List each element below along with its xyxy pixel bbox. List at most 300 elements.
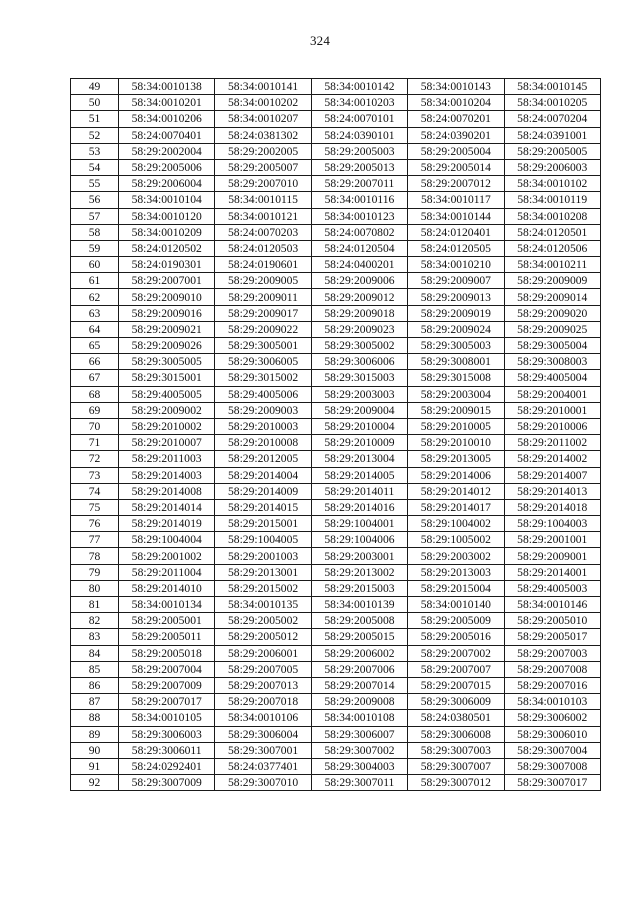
- cadastral-number-cell: 58:29:2009023: [311, 321, 407, 337]
- cadastral-number-cell: 58:34:0010139: [311, 597, 407, 613]
- table-row: [71, 435, 601, 451]
- table-row: [71, 758, 601, 774]
- cadastral-number-cell: 58:29:2007005: [215, 661, 311, 677]
- cadastral-number-cell: 58:29:2007009: [119, 677, 215, 693]
- cadastral-number-cell: 58:29:3004003: [311, 758, 407, 774]
- cadastral-number-cell: 58:29:1004001: [311, 516, 407, 532]
- cadastral-number-cell: 58:34:0010116: [311, 192, 407, 208]
- table-row: [71, 257, 601, 273]
- cadastral-number-cell: 58:29:2014005: [311, 467, 407, 483]
- table-row: [71, 499, 601, 515]
- cadastral-number-cell: 58:29:1004004: [119, 532, 215, 548]
- table-row: [71, 321, 601, 337]
- cadastral-number-cell: 58:29:2001002: [119, 548, 215, 564]
- cadastral-number-cell: 58:29:3007003: [408, 742, 504, 758]
- cadastral-number-cell: 58:29:2007011: [311, 176, 407, 192]
- cadastral-number-cell: 58:24:0120401: [408, 224, 504, 240]
- cadastral-number-cell: 58:34:0010201: [119, 95, 215, 111]
- cadastral-number-cell: 58:24:0120502: [119, 240, 215, 256]
- cadastral-number-cell: 58:29:2006001: [215, 645, 311, 661]
- cadastral-number-cell: 58:29:3006006: [311, 354, 407, 370]
- cadastral-number-cell: 58:34:0010145: [504, 79, 600, 95]
- cadastral-number-cell: 58:29:2013005: [408, 451, 504, 467]
- cadastral-number-cell: 58:29:2009009: [504, 273, 600, 289]
- cadastral-number-cell: 58:29:2009011: [215, 289, 311, 305]
- cadastral-number-cell: 58:29:2014006: [408, 467, 504, 483]
- table-row: [71, 677, 601, 693]
- cadastral-number-cell: 58:24:0120505: [408, 240, 504, 256]
- cadastral-number-cell: 58:29:2013003: [408, 564, 504, 580]
- table-row: [71, 79, 601, 95]
- cadastral-number-cell: 58:34:0010210: [408, 257, 504, 273]
- cadastral-number-cell: 58:29:2003003: [311, 386, 407, 402]
- cadastral-number-cell: 58:29:3007011: [311, 775, 407, 791]
- row-number-cell: 79: [71, 564, 119, 580]
- cadastral-number-cell: 58:29:2005014: [408, 159, 504, 175]
- cadastral-number-cell: 58:29:3015003: [311, 370, 407, 386]
- cadastral-number-cell: 58:34:0010203: [311, 95, 407, 111]
- cadastral-number-cell: 58:29:3007010: [215, 775, 311, 791]
- cadastral-number-cell: 58:29:2015002: [215, 580, 311, 596]
- row-number-cell: 74: [71, 483, 119, 499]
- cadastral-number-cell: 58:29:3007001: [215, 742, 311, 758]
- cadastral-number-cell: 58:29:2014017: [408, 499, 504, 515]
- row-number-cell: 67: [71, 370, 119, 386]
- cadastral-number-cell: 58:34:0010119: [504, 192, 600, 208]
- cadastral-number-cell: 58:29:2009021: [119, 321, 215, 337]
- row-number-cell: 86: [71, 677, 119, 693]
- cadastral-number-cell: 58:29:2014007: [504, 467, 600, 483]
- cadastral-number-cell: 58:29:2010004: [311, 418, 407, 434]
- cadastral-number-cell: 58:29:2005002: [215, 613, 311, 629]
- cadastral-number-cell: 58:24:0377401: [215, 758, 311, 774]
- cadastral-number-cell: 58:29:2013002: [311, 564, 407, 580]
- cadastral-number-cell: 58:29:2009012: [311, 289, 407, 305]
- cadastral-number-cell: 58:29:2009007: [408, 273, 504, 289]
- cadastral-number-cell: 58:29:3015002: [215, 370, 311, 386]
- cadastral-number-cell: 58:29:3007002: [311, 742, 407, 758]
- row-number-cell: 82: [71, 613, 119, 629]
- cadastral-number-cell: 58:29:2014019: [119, 516, 215, 532]
- table-row: [71, 629, 601, 645]
- row-number-cell: 66: [71, 354, 119, 370]
- table-row: [71, 95, 601, 111]
- table-row: [71, 176, 601, 192]
- cadastral-number-cell: 58:24:0391001: [504, 127, 600, 143]
- table-row: [71, 564, 601, 580]
- cadastral-number-cell: 58:29:2009001: [504, 548, 600, 564]
- row-number-cell: 53: [71, 143, 119, 159]
- cadastral-number-cell: 58:29:2015001: [215, 516, 311, 532]
- row-number-cell: 78: [71, 548, 119, 564]
- table-row: [71, 726, 601, 742]
- cadastral-number-cell: 58:24:0070203: [215, 224, 311, 240]
- table-row: [71, 208, 601, 224]
- row-number-cell: 75: [71, 499, 119, 515]
- row-number-cell: 51: [71, 111, 119, 127]
- cadastral-number-cell: 58:29:2010002: [119, 418, 215, 434]
- cadastral-number-cell: 58:29:2002004: [119, 143, 215, 159]
- cadastral-number-cell: 58:29:3005002: [311, 338, 407, 354]
- cadastral-number-cell: 58:29:3015001: [119, 370, 215, 386]
- row-number-cell: 49: [71, 79, 119, 95]
- row-number-cell: 83: [71, 629, 119, 645]
- cadastral-number-cell: 58:29:2007004: [119, 661, 215, 677]
- cadastral-number-cell: 58:24:0292401: [119, 758, 215, 774]
- row-number-cell: 54: [71, 159, 119, 175]
- cadastral-number-cell: 58:24:0190601: [215, 257, 311, 273]
- cadastral-number-cell: 58:34:0010205: [504, 95, 600, 111]
- table-row: [71, 694, 601, 710]
- cadastral-number-cell: 58:34:0010144: [408, 208, 504, 224]
- cadastral-number-cell: 58:29:3008001: [408, 354, 504, 370]
- cadastral-number-cell: 58:29:2014001: [504, 564, 600, 580]
- row-number-cell: 69: [71, 402, 119, 418]
- cadastral-number-cell: 58:24:0120504: [311, 240, 407, 256]
- table-row: [71, 661, 601, 677]
- cadastral-number-cell: 58:29:2005012: [215, 629, 311, 645]
- cadastral-number-cell: 58:29:2014012: [408, 483, 504, 499]
- table-row: [71, 386, 601, 402]
- cadastral-number-cell: 58:29:3006009: [408, 694, 504, 710]
- cadastral-number-cell: 58:29:3006008: [408, 726, 504, 742]
- row-number-cell: 62: [71, 289, 119, 305]
- cadastral-number-cell: 58:24:0070101: [311, 111, 407, 127]
- cadastral-number-cell: 58:29:3015008: [408, 370, 504, 386]
- cadastral-number-cell: 58:34:0010123: [311, 208, 407, 224]
- row-number-cell: 68: [71, 386, 119, 402]
- cadastral-number-cell: 58:29:2014015: [215, 499, 311, 515]
- cadastral-number-cell: 58:34:0010141: [215, 79, 311, 95]
- table-row: [71, 143, 601, 159]
- cadastral-number-cell: 58:29:2011002: [504, 435, 600, 451]
- cadastral-number-cell: 58:29:3008003: [504, 354, 600, 370]
- cadastral-number-cell: 58:29:2014008: [119, 483, 215, 499]
- cadastral-number-cell: 58:34:0010106: [215, 710, 311, 726]
- cadastral-number-cell: 58:29:2009018: [311, 305, 407, 321]
- cadastral-number-cell: 58:29:3007008: [504, 758, 600, 774]
- cadastral-number-cell: 58:29:2010009: [311, 435, 407, 451]
- cadastral-number-cell: 58:34:0010146: [504, 597, 600, 613]
- page-number: 324: [309, 33, 331, 48]
- cadastral-number-cell: 58:29:4005006: [215, 386, 311, 402]
- cadastral-number-cell: 58:24:0380501: [408, 710, 504, 726]
- row-number-cell: 50: [71, 95, 119, 111]
- table-row: [71, 111, 601, 127]
- cadastral-number-cell: 58:29:1004006: [311, 532, 407, 548]
- cadastral-number-cell: 58:34:0010121: [215, 208, 311, 224]
- table-row: [71, 224, 601, 240]
- cadastral-number-cell: 58:29:3006003: [119, 726, 215, 742]
- cadastral-number-cell: 58:29:2013001: [215, 564, 311, 580]
- cadastral-number-cell: 58:34:0010108: [311, 710, 407, 726]
- cadastral-number-cell: 58:29:2010006: [504, 418, 600, 434]
- cadastral-number-cell: 58:34:0010143: [408, 79, 504, 95]
- cadastral-number-cell: 58:24:0070802: [311, 224, 407, 240]
- cadastral-number-cell: 58:34:0010206: [119, 111, 215, 127]
- cadastral-number-cell: 58:29:1004003: [504, 516, 600, 532]
- cadastral-number-cell: 58:29:2009026: [119, 338, 215, 354]
- table-row: [71, 240, 601, 256]
- row-number-cell: 84: [71, 645, 119, 661]
- cadastral-number-cell: 58:29:2005018: [119, 645, 215, 661]
- cadastral-number-cell: 58:34:0010104: [119, 192, 215, 208]
- cadastral-number-cell: 58:29:2007013: [215, 677, 311, 693]
- row-number-cell: 64: [71, 321, 119, 337]
- cadastral-number-cell: 58:29:2006003: [504, 159, 600, 175]
- table-row: [71, 451, 601, 467]
- cadastral-number-cell: 58:29:2005013: [311, 159, 407, 175]
- cadastral-number-cell: 58:29:2007014: [311, 677, 407, 693]
- cadastral-number-cell: 58:29:3005004: [504, 338, 600, 354]
- cadastral-number-cell: 58:29:2014003: [119, 467, 215, 483]
- cadastral-number-cell: 58:34:0010207: [215, 111, 311, 127]
- table-row: [71, 402, 601, 418]
- cadastral-number-cell: 58:34:0010140: [408, 597, 504, 613]
- row-number-cell: 70: [71, 418, 119, 434]
- table-row: [71, 516, 601, 532]
- row-number-cell: 72: [71, 451, 119, 467]
- cadastral-number-cell: 58:34:0010211: [504, 257, 600, 273]
- table-row: [71, 645, 601, 661]
- table-row: [71, 467, 601, 483]
- cadastral-number-cell: 58:34:0010138: [119, 79, 215, 95]
- cadastral-number-cell: 58:29:2009004: [311, 402, 407, 418]
- table-body: [71, 79, 601, 791]
- cadastral-number-cell: 58:29:2005015: [311, 629, 407, 645]
- cadastral-number-cell: 58:34:0010105: [119, 710, 215, 726]
- cadastral-number-cell: 58:29:2007007: [408, 661, 504, 677]
- table-row: [71, 289, 601, 305]
- cadastral-number-cell: 58:29:2009019: [408, 305, 504, 321]
- cadastral-number-cell: 58:29:2001001: [504, 532, 600, 548]
- cadastral-number-cell: 58:29:2013004: [311, 451, 407, 467]
- cadastral-number-cell: 58:29:1004002: [408, 516, 504, 532]
- cadastral-number-cell: 58:29:2009024: [408, 321, 504, 337]
- cadastral-number-cell: 58:29:2009015: [408, 402, 504, 418]
- cadastral-number-cell: 58:34:0010120: [119, 208, 215, 224]
- cadastral-number-cell: 58:29:2010010: [408, 435, 504, 451]
- cadastral-number-cell: 58:34:0010115: [215, 192, 311, 208]
- cadastral-number-cell: 58:29:2011004: [119, 564, 215, 580]
- row-number-cell: 61: [71, 273, 119, 289]
- table-row: [71, 370, 601, 386]
- cadastral-number-cell: 58:29:3007009: [119, 775, 215, 791]
- cadastral-number-cell: 58:29:2007010: [215, 176, 311, 192]
- cadastral-number-cell: 58:29:2010007: [119, 435, 215, 451]
- cadastral-number-cell: 58:29:3006004: [215, 726, 311, 742]
- table-row: [71, 613, 601, 629]
- cadastral-number-cell: 58:29:2007006: [311, 661, 407, 677]
- cadastral-number-cell: 58:29:4005003: [504, 580, 600, 596]
- row-number-cell: 65: [71, 338, 119, 354]
- cadastral-number-cell: 58:29:1005002: [408, 532, 504, 548]
- table-row: [71, 127, 601, 143]
- cadastral-number-cell: 58:34:0010103: [504, 694, 600, 710]
- cadastral-number-cell: 58:29:2005001: [119, 613, 215, 629]
- row-number-cell: 90: [71, 742, 119, 758]
- cadastral-number-cell: 58:29:2007002: [408, 645, 504, 661]
- cadastral-number-cell: 58:29:2003004: [408, 386, 504, 402]
- cadastral-number-cell: 58:29:2005008: [311, 613, 407, 629]
- cadastral-number-cell: 58:29:2002005: [215, 143, 311, 159]
- cadastral-number-cell: 58:24:0190301: [119, 257, 215, 273]
- cadastral-number-cell: 58:24:0070201: [408, 111, 504, 127]
- cadastral-number-cell: 58:29:2014014: [119, 499, 215, 515]
- cadastral-number-cell: 58:29:2014011: [311, 483, 407, 499]
- row-number-cell: 87: [71, 694, 119, 710]
- cadastral-number-cell: 58:29:2007016: [504, 677, 600, 693]
- cadastral-number-cell: 58:29:3005005: [119, 354, 215, 370]
- cadastral-number-cell: 58:29:2007008: [504, 661, 600, 677]
- table-row: [71, 483, 601, 499]
- table-row: [71, 418, 601, 434]
- cadastral-number-cell: 58:29:2015004: [408, 580, 504, 596]
- cadastral-number-cell: 58:29:2010003: [215, 418, 311, 434]
- cadastral-number-cell: 58:29:2014004: [215, 467, 311, 483]
- table-row: [71, 597, 601, 613]
- row-number-cell: 59: [71, 240, 119, 256]
- row-number-cell: 60: [71, 257, 119, 273]
- cadastral-number-cell: 58:29:2009014: [504, 289, 600, 305]
- cadastral-number-cell: 58:24:0120501: [504, 224, 600, 240]
- cadastral-number-cell: 58:29:2009017: [215, 305, 311, 321]
- cadastral-number-cell: 58:29:2009020: [504, 305, 600, 321]
- cadastral-number-cell: 58:29:3006010: [504, 726, 600, 742]
- cadastral-number-cell: 58:24:0390101: [311, 127, 407, 143]
- cadastral-number-cell: 58:29:2005011: [119, 629, 215, 645]
- row-number-cell: 73: [71, 467, 119, 483]
- cadastral-number-cell: 58:29:2005010: [504, 613, 600, 629]
- cadastral-number-cell: 58:34:0010202: [215, 95, 311, 111]
- cadastral-number-cell: 58:29:2010008: [215, 435, 311, 451]
- cadastral-number-cell: 58:29:2005006: [119, 159, 215, 175]
- table-row: [71, 580, 601, 596]
- table-row: [71, 354, 601, 370]
- cadastral-numbers-table: [70, 78, 601, 791]
- cadastral-number-cell: 58:29:3007017: [504, 775, 600, 791]
- cadastral-number-cell: 58:29:2009010: [119, 289, 215, 305]
- cadastral-number-cell: 58:34:0010204: [408, 95, 504, 111]
- cadastral-number-cell: 58:29:2009003: [215, 402, 311, 418]
- row-number-cell: 89: [71, 726, 119, 742]
- cadastral-number-cell: 58:29:3006002: [504, 710, 600, 726]
- row-number-cell: 81: [71, 597, 119, 613]
- cadastral-number-cell: 58:34:0010142: [311, 79, 407, 95]
- row-number-cell: 85: [71, 661, 119, 677]
- cadastral-number-cell: 58:29:2006004: [119, 176, 215, 192]
- cadastral-number-cell: 58:29:3007012: [408, 775, 504, 791]
- table-row: [71, 548, 601, 564]
- cadastral-number-cell: 58:29:2003001: [311, 548, 407, 564]
- cadastral-number-cell: 58:29:2009022: [215, 321, 311, 337]
- cadastral-number-cell: 58:29:2007003: [504, 645, 600, 661]
- cadastral-number-cell: 58:29:2005004: [408, 143, 504, 159]
- table-row: [71, 532, 601, 548]
- table-row: [71, 273, 601, 289]
- cadastral-number-cell: 58:29:2015003: [311, 580, 407, 596]
- cadastral-number-cell: 58:24:0400201: [311, 257, 407, 273]
- table-row: [71, 159, 601, 175]
- row-number-cell: 77: [71, 532, 119, 548]
- cadastral-number-cell: 58:34:0010209: [119, 224, 215, 240]
- cadastral-number-cell: 58:29:2009005: [215, 273, 311, 289]
- cadastral-number-cell: 58:29:2011003: [119, 451, 215, 467]
- cadastral-number-cell: 58:29:2007012: [408, 176, 504, 192]
- cadastral-number-cell: 58:29:2012005: [215, 451, 311, 467]
- cadastral-number-cell: 58:29:2009013: [408, 289, 504, 305]
- cadastral-number-cell: 58:29:3007004: [504, 742, 600, 758]
- table-row: [71, 742, 601, 758]
- cadastral-number-cell: 58:29:2007018: [215, 694, 311, 710]
- row-number-cell: 52: [71, 127, 119, 143]
- row-number-cell: 76: [71, 516, 119, 532]
- cadastral-number-cell: 58:24:0070204: [504, 111, 600, 127]
- cadastral-number-cell: 58:29:4005004: [504, 370, 600, 386]
- cadastral-number-cell: 58:29:2010005: [408, 418, 504, 434]
- cadastral-number-cell: 58:29:2005009: [408, 613, 504, 629]
- row-number-cell: 56: [71, 192, 119, 208]
- cadastral-number-cell: 58:34:0010102: [504, 176, 600, 192]
- row-number-cell: 80: [71, 580, 119, 596]
- cadastral-number-cell: 58:34:0010117: [408, 192, 504, 208]
- cadastral-number-cell: 58:29:3005001: [215, 338, 311, 354]
- cadastral-number-cell: 58:34:0010208: [504, 208, 600, 224]
- cadastral-number-cell: 58:29:1004005: [215, 532, 311, 548]
- cadastral-number-cell: 58:29:2005003: [311, 143, 407, 159]
- cadastral-number-cell: 58:29:2004001: [504, 386, 600, 402]
- cadastral-number-cell: 58:29:2009016: [119, 305, 215, 321]
- cadastral-number-cell: 58:29:2007015: [408, 677, 504, 693]
- cadastral-number-cell: 58:29:2005005: [504, 143, 600, 159]
- cadastral-number-cell: 58:29:2009006: [311, 273, 407, 289]
- table-row: [71, 710, 601, 726]
- table-row: [71, 192, 601, 208]
- cadastral-number-cell: 58:29:3005003: [408, 338, 504, 354]
- row-number-cell: 58: [71, 224, 119, 240]
- row-number-cell: 92: [71, 775, 119, 791]
- cadastral-number-cell: 58:29:2005017: [504, 629, 600, 645]
- row-number-cell: 55: [71, 176, 119, 192]
- cadastral-number-cell: 58:29:3006011: [119, 742, 215, 758]
- table-row: [71, 305, 601, 321]
- cadastral-number-cell: 58:34:0010135: [215, 597, 311, 613]
- row-number-cell: 91: [71, 758, 119, 774]
- cadastral-number-cell: 58:29:2003002: [408, 548, 504, 564]
- cadastral-number-cell: 58:29:2014018: [504, 499, 600, 515]
- cadastral-number-cell: 58:29:2014010: [119, 580, 215, 596]
- cadastral-number-cell: 58:24:0390201: [408, 127, 504, 143]
- table-row: [71, 338, 601, 354]
- cadastral-number-cell: 58:29:3007007: [408, 758, 504, 774]
- cadastral-number-cell: 58:34:0010134: [119, 597, 215, 613]
- cadastral-number-cell: 58:29:2014016: [311, 499, 407, 515]
- cadastral-number-cell: 58:29:3006007: [311, 726, 407, 742]
- cadastral-number-cell: 58:24:0381302: [215, 127, 311, 143]
- cadastral-number-cell: 58:29:2009025: [504, 321, 600, 337]
- cadastral-number-cell: 58:29:2001003: [215, 548, 311, 564]
- row-number-cell: 57: [71, 208, 119, 224]
- cadastral-number-cell: 58:29:2005007: [215, 159, 311, 175]
- table-row: [71, 775, 601, 791]
- cadastral-number-cell: 58:29:2010001: [504, 402, 600, 418]
- cadastral-number-cell: 58:24:0120506: [504, 240, 600, 256]
- cadastral-number-cell: 58:29:2007001: [119, 273, 215, 289]
- cadastral-number-cell: 58:29:2007017: [119, 694, 215, 710]
- cadastral-number-cell: 58:24:0120503: [215, 240, 311, 256]
- cadastral-number-cell: 58:29:2014013: [504, 483, 600, 499]
- cadastral-number-cell: 58:29:2014002: [504, 451, 600, 467]
